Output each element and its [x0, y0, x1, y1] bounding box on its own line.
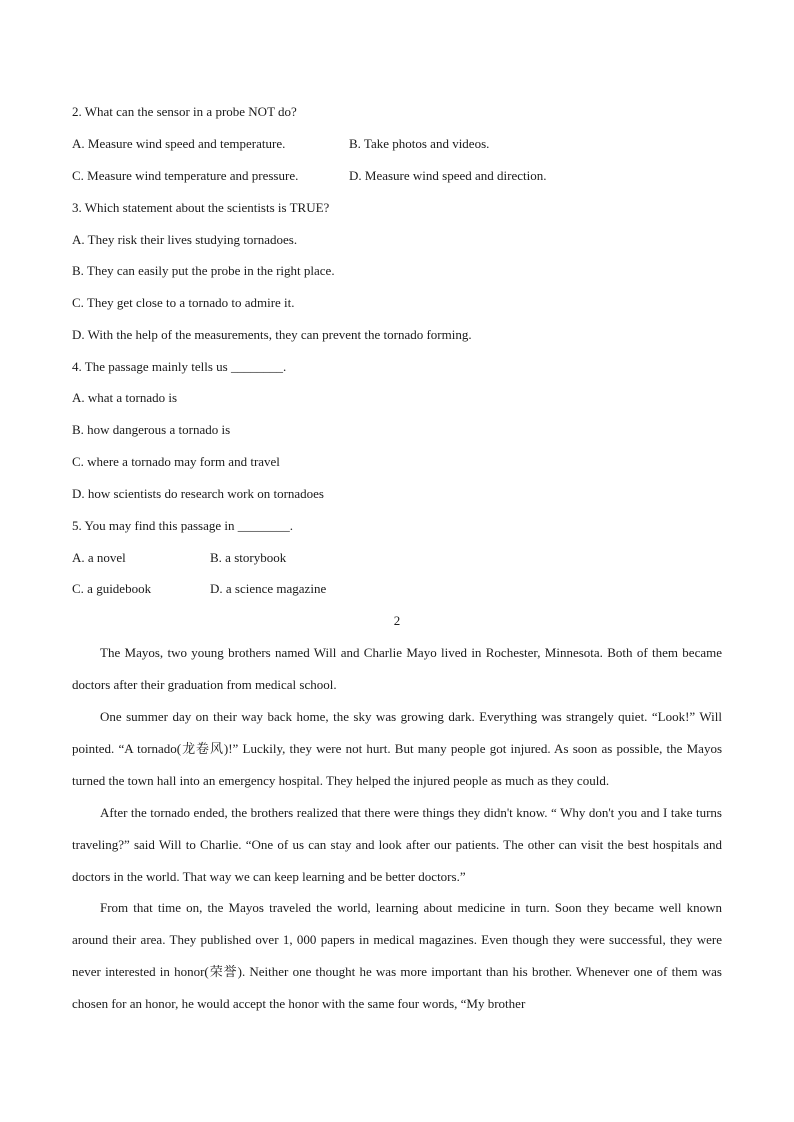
- question-3-option-a: A. They risk their lives studying tornadoes.: [72, 232, 298, 247]
- question-4-option-a: A. what a tornado is: [72, 390, 178, 405]
- passage-paragraph-4: From that time on, the Mayos traveled the world, learning about medicine in turn. Soon they became well known around their area. They published over 1, 000 papers in medical magazines. Even though they were successful, they were never interested in honor(荣誉). Neither one thought he was more important than his brother. Whenever one of them was chosen for an honor, he would accept the honor with the same four words, “My brother: [72, 900, 722, 1011]
- question-3-stem: 3. Which statement about the scientists is TRUE?: [72, 200, 330, 215]
- question-4-stem: 4. The passage mainly tells us ________.: [72, 359, 287, 374]
- passage-paragraph-1: The Mayos, two young brothers named Will and Charlie Mayo lived in Rochester, Minnesota. Both of them became doctors after their graduation from medical school.: [72, 645, 722, 692]
- question-5-stem: 5. You may find this passage in ________.: [72, 518, 293, 533]
- question-4-option-d: D. how scientists do research work on tornadoes: [72, 486, 324, 501]
- question-2-option-a: A. Measure wind speed and temperature.: [72, 136, 286, 151]
- question-4-option-c: C. where a tornado may form and travel: [72, 454, 280, 469]
- question-3-option-b: B. They can easily put the probe in the right place.: [72, 263, 335, 278]
- question-5-option-b: B. a storybook: [210, 550, 287, 565]
- question-3-option-d: D. With the help of the measurements, they can prevent the tornado forming.: [72, 327, 472, 342]
- passage-paragraph-2: One summer day on their way back home, the sky was growing dark. Everything was strangely quiet. “Look!” Will pointed. “A tornado(龙卷风)!” Luckily, they were not hurt. But many people got injured. As soon as possible, the Mayos turned the town hall into an emergency hospital. They helped the injured people as much as they could.: [72, 709, 722, 788]
- question-5-option-d: D. a science magazine: [210, 581, 327, 596]
- question-5-option-a: A. a novel: [72, 550, 126, 565]
- passage-number: 2: [393, 613, 401, 628]
- question-2-option-d: D. Measure wind speed and direction.: [349, 168, 547, 183]
- question-2-option-c: C. Measure wind temperature and pressure.: [72, 168, 299, 183]
- question-4-option-b: B. how dangerous a tornado is: [72, 422, 231, 437]
- question-2-option-b: B. Take photos and videos.: [349, 136, 490, 151]
- question-2-stem: 2. What can the sensor in a probe NOT do?: [72, 104, 297, 119]
- passage-paragraph-3: After the tornado ended, the brothers realized that there were things they didn't know. “ Why don't you and I take turns traveling?” said Will to Charlie. “One of us can stay and look after our patients. The other can visit the best hospitals and doctors in the world. That way we can keep learning and be better doctors.”: [72, 805, 722, 884]
- question-3-option-c: C. They get close to a tornado to admire it.: [72, 295, 295, 310]
- question-5-option-c: C. a guidebook: [72, 581, 152, 596]
